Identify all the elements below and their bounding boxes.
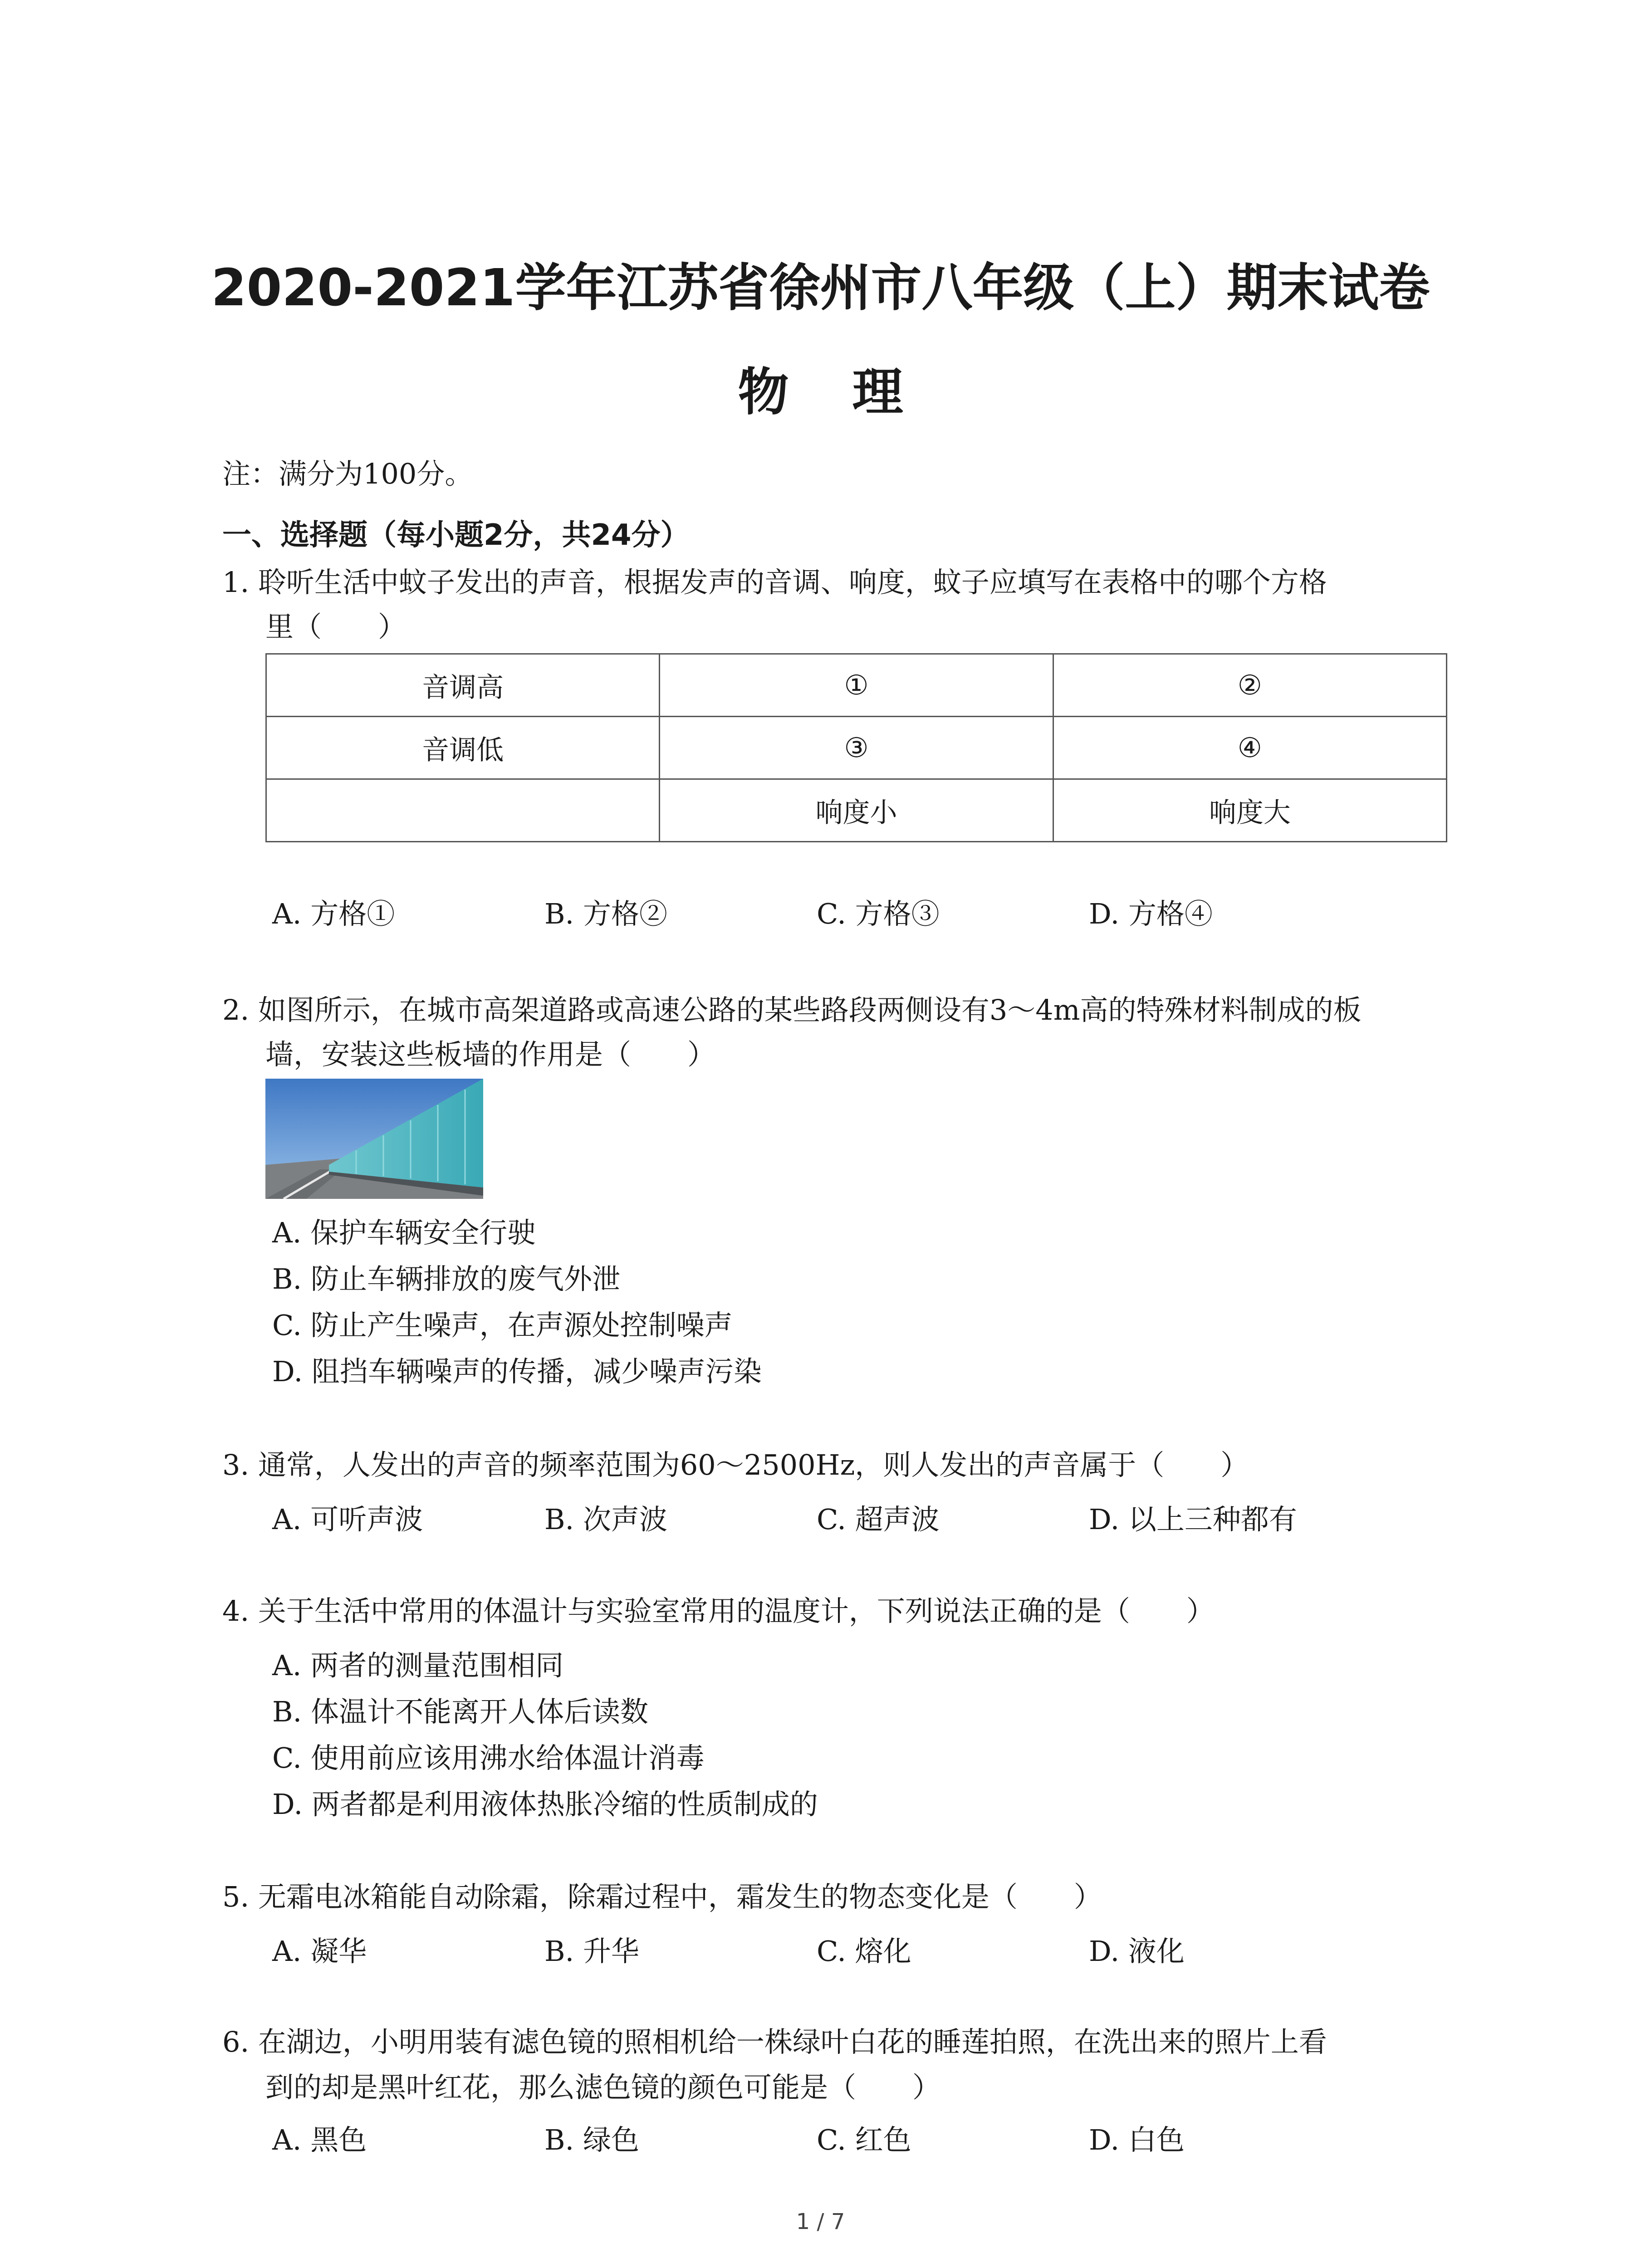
question-4-option-c: C. 使用前应该用沸水给体温计消毒 <box>272 1741 705 1774</box>
question-5-stem: 5. 无霜电冰箱能自动除霜，除霜过程中，霜发生的物态变化是（ ） <box>222 1880 1102 1913</box>
noise-barrier-photo <box>265 1079 483 1199</box>
question-4-option-a: A. 两者的测量范围相同 <box>272 1649 564 1682</box>
table-row <box>266 779 1447 842</box>
question-5-option-d: D. 液化 <box>1089 1935 1185 1968</box>
question-2-option-d: D. 阻挡车辆噪声的传播，减少噪声污染 <box>272 1355 762 1388</box>
question-3-option-c: C. 超声波 <box>817 1503 940 1536</box>
table-cell: 响度大 <box>1053 779 1446 842</box>
question-6-stem-cont: 到的却是黑叶红花，那么滤色镜的颜色可能是（ ） <box>265 2071 941 2104</box>
table-row <box>266 654 1447 717</box>
question-4-option-d: D. 两者都是利用液体热胀冷缩的性质制成的 <box>272 1788 818 1821</box>
question-1-option-c: C. 方格③ <box>817 897 940 930</box>
question-3-option-b: B. 次声波 <box>544 1503 667 1536</box>
pitch-loudness-table <box>265 653 1447 842</box>
page-number: 1 / 7 <box>796 2209 845 2234</box>
subject-title: 物理 <box>738 363 967 422</box>
question-1-stem-cont: 里（ ） <box>265 610 407 643</box>
question-5-option-c: C. 熔化 <box>817 1935 911 1968</box>
question-1-option-d: D. 方格④ <box>1089 897 1213 930</box>
table-cell: 音调高 <box>266 654 660 717</box>
table-cell: ① <box>660 654 1053 717</box>
question-2-stem-cont: 墙，安装这些板墙的作用是（ ） <box>265 1038 716 1071</box>
question-2-stem: 2. 如图所示，在城市高架道路或高速公路的某些路段两侧设有3～4m高的特殊材料制成的板 <box>222 993 1362 1026</box>
table-row <box>266 717 1447 779</box>
question-5-option-b: B. 升华 <box>544 1935 639 1968</box>
table-cell: ② <box>1053 654 1446 717</box>
table-cell: ③ <box>660 717 1053 779</box>
section-heading: 一、选择题（每小题2分，共24分） <box>222 518 690 552</box>
question-2-option-a: A. 保护车辆安全行驶 <box>272 1216 536 1249</box>
question-4-option-b: B. 体温计不能离开人体后读数 <box>272 1695 648 1728</box>
question-1-option-b: B. 方格② <box>544 897 667 930</box>
question-2-option-c: C. 防止产生噪声，在声源处控制噪声 <box>272 1309 733 1342</box>
question-6-option-d: D. 白色 <box>1089 2123 1185 2156</box>
question-4-stem: 4. 关于生活中常用的体温计与实验室常用的温度计，下列说法正确的是（ ） <box>222 1594 1215 1628</box>
question-2-option-b: B. 防止车辆排放的废气外泄 <box>272 1262 620 1295</box>
table-cell: 音调低 <box>266 717 660 779</box>
question-3-option-a: A. 可听声波 <box>272 1503 423 1536</box>
question-6-stem: 6. 在湖边，小明用装有滤色镜的照相机给一株绿叶白花的睡莲拍照，在洗出来的照片上看 <box>222 2025 1327 2058</box>
exam-title: 2020-2021学年江苏省徐州市八年级（上）期末试卷 <box>211 259 1430 318</box>
table-cell: ④ <box>1053 717 1446 779</box>
question-5-option-a: A. 凝华 <box>272 1935 367 1968</box>
question-1-option-a: A. 方格① <box>272 897 395 930</box>
question-6-option-a: A. 黑色 <box>272 2123 367 2156</box>
table-cell: 响度小 <box>660 779 1053 842</box>
question-1-stem: 1. 聆听生活中蚊子发出的声音，根据发声的音调、响度，蚊子应填写在表格中的哪个方格 <box>222 566 1327 599</box>
question-6-option-c: C. 红色 <box>817 2123 911 2156</box>
table-cell <box>266 779 660 842</box>
question-3-option-d: D. 以上三种都有 <box>1089 1503 1297 1536</box>
score-note: 注：满分为100分。 <box>222 457 473 490</box>
question-3-stem: 3. 通常，人发出的声音的频率范围为60～2500Hz，则人发出的声音属于（ ） <box>222 1448 1249 1481</box>
question-6-option-b: B. 绿色 <box>544 2123 639 2156</box>
